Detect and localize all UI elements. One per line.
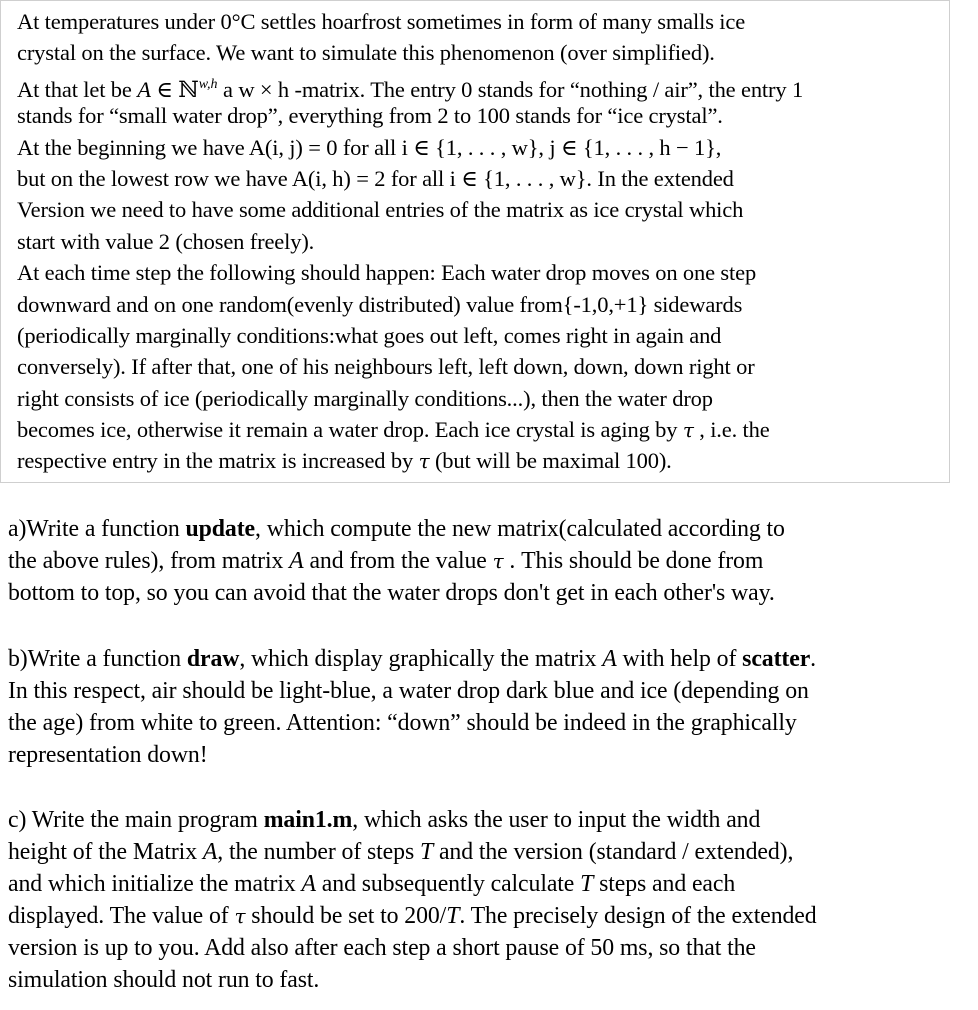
intro-line-3: At that let be A ∈ ℕ$^{w,h}$ a w × h -matrix. The entry 0 stands for “nothing / air”, the entry 1 xyxy=(17,76,804,102)
problem-description-box xyxy=(0,0,950,483)
part-a xyxy=(8,513,973,609)
part-c-line-1: c) Write the main program main1.m, which asks the user to input the width and xyxy=(8,807,761,833)
part-c-line-3: and which initialize the matrix A and subsequently calculate T steps and each xyxy=(8,871,736,897)
part-c-line-5: version is up to you. Add also after each step a short pause of 50 ms, so that the xyxy=(8,935,756,961)
intro-line-1: At temperatures under 0°C settles hoarfrost sometimes in form of many smalls ice xyxy=(17,9,746,34)
intro-line-10: downward and on one random(evenly distributed) value from{-1,0,+1} sidewards xyxy=(17,291,743,317)
intro-line-4: stands for “small water drop”, everything from 2 to 100 stands for “ice crystal”. xyxy=(17,103,723,129)
intro-line-2: crystal on the surface. We want to simulate this phenomenon (over simplified). xyxy=(17,40,715,66)
intro-line-12: conversely). If after that, one of his neighbours left, left down, down, down right or xyxy=(17,354,755,380)
intro-line-14: becomes ice, otherwise it remain a water drop. Each ice crystal is aging by τ , i.e. the xyxy=(17,417,770,443)
intro-line-13: right consists of ice (periodically marginally conditions...), then the water drop xyxy=(17,385,713,411)
intro-line-6: but on the lowest row we have A(i, h) = 2 for all i ∈ {1, . . . , w}. In the extended xyxy=(17,165,734,191)
intro-line-15: respective entry in the matrix is increased by τ (but will be maximal 100). xyxy=(17,448,672,474)
part-c xyxy=(8,804,973,996)
intro-line-8: start with value 2 (chosen freely). xyxy=(17,228,315,254)
intro-line-5: At the beginning we have A(i, j) = 0 for all i ∈ {1, . . . , w}, j ∈ {1, . . . , h − 1}, xyxy=(17,134,722,160)
intro-line-9: At each time step the following should happen: Each water drop moves on one step xyxy=(17,260,757,286)
part-a-line-3: bottom to top, so you can avoid that the water drops don't get in each other's way. xyxy=(8,580,775,606)
part-c-line-2: height of the Matrix A, the number of steps T and the version (standard / extended), xyxy=(8,839,794,865)
part-b-line-2: In this respect, air should be light-blue, a water drop dark blue and ice (depending on xyxy=(8,678,809,704)
part-b-line-3: the age) from white to green. Attention: “down” should be indeed in the graphically xyxy=(8,710,797,736)
part-b-line-1: b)Write a function draw, which display graphically the matrix A with help of scatter. xyxy=(8,646,817,672)
intro-line-7: Version we need to have some additional entries of the matrix as ice crystal which xyxy=(17,197,744,223)
problem-description-text xyxy=(17,6,947,477)
part-a-line-2: the above rules), from matrix A and from the value τ . This should be done from xyxy=(8,548,764,574)
part-b-line-4: representation down! xyxy=(8,742,208,768)
part-c-line-6: simulation should not run to fast. xyxy=(8,967,320,993)
intro-line-11: (periodically marginally conditions:what goes out left, comes right in again and xyxy=(17,322,722,348)
part-a-line-1: a)Write a function update, which compute the new matrix(calculated according to xyxy=(8,516,785,542)
part-b xyxy=(8,643,973,771)
part-c-line-4: displayed. The value of τ should be set to 200/T. The precisely design of the extended xyxy=(8,903,817,929)
